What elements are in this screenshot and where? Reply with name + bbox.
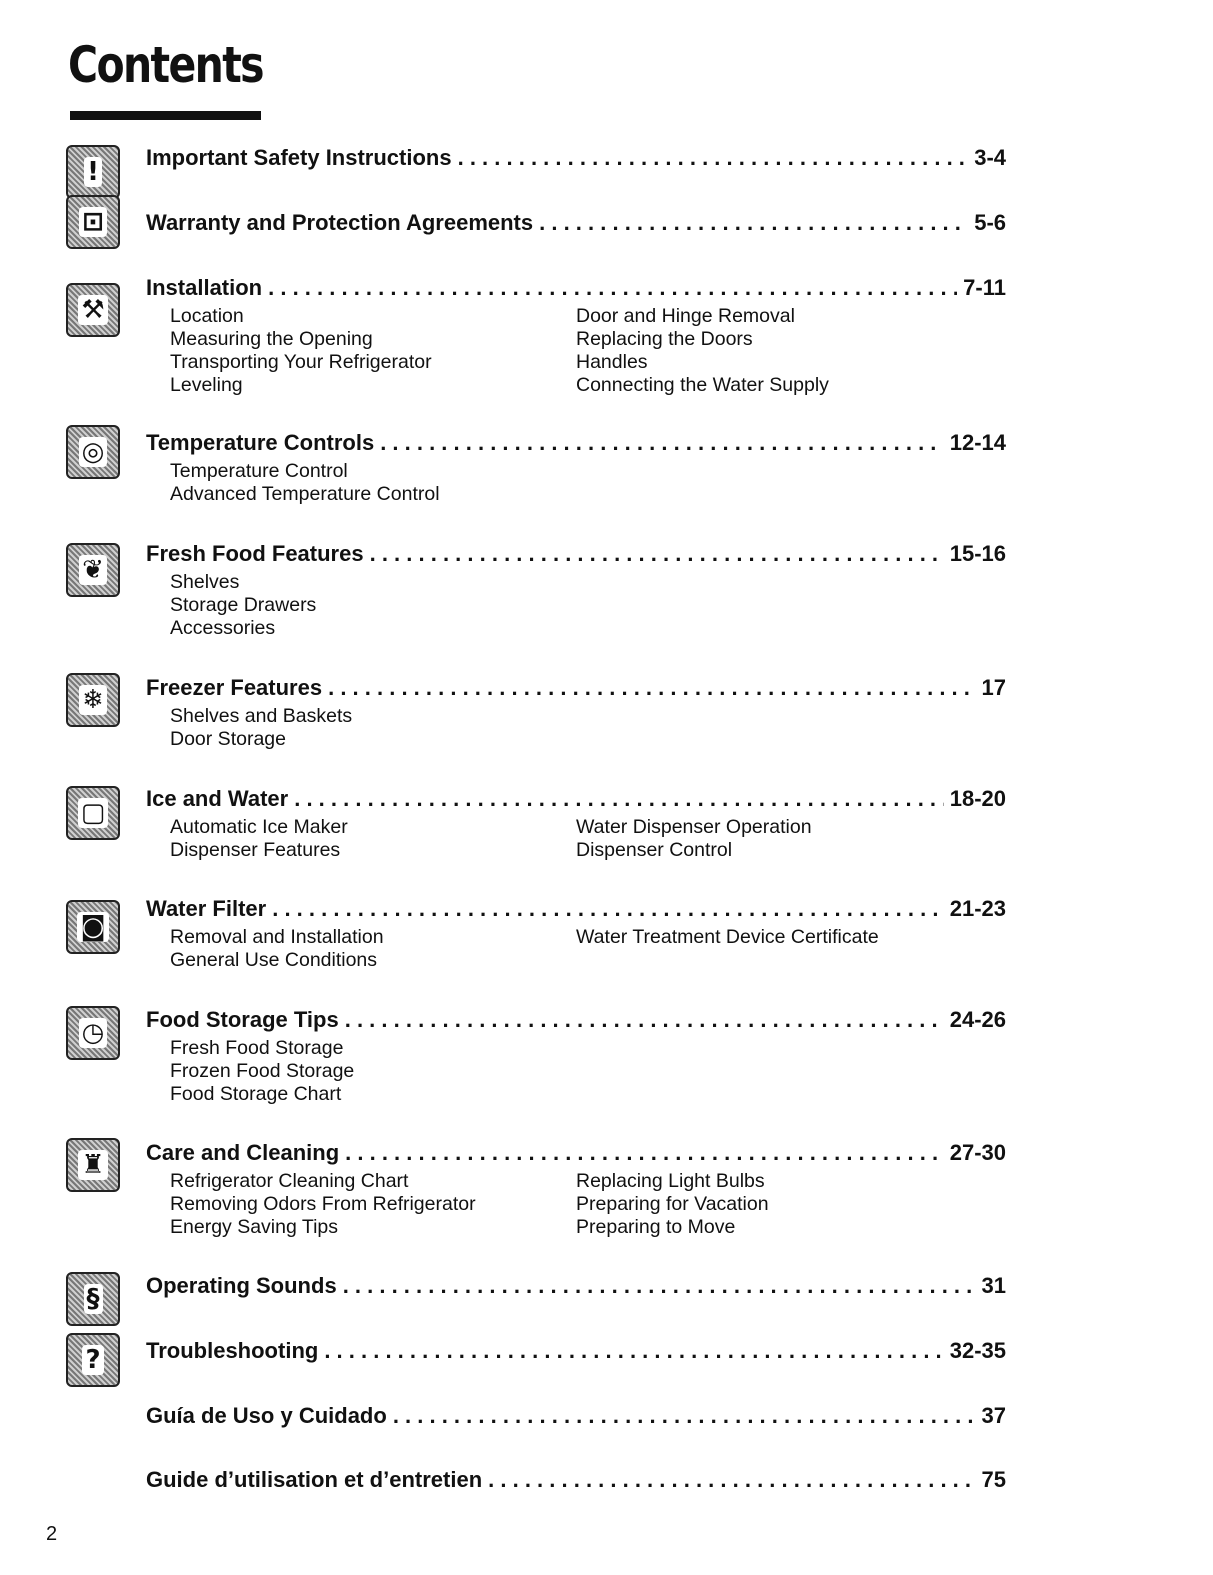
page-range: 75: [981, 1467, 1006, 1492]
section-title: Guía de Uso y Cuidado: [146, 1403, 387, 1428]
dot-leader: [488, 1467, 975, 1493]
toc-heading[interactable]: [146, 541, 1006, 571]
subtopic-list: [170, 1037, 1010, 1106]
subtopic-item: Measuring the Opening: [170, 328, 373, 350]
toolbox-icon-glyph: ⊡: [79, 207, 107, 237]
subtopic-item: Water Dispenser Operation: [576, 816, 812, 838]
subtopic-item: Removing Odors From Refrigerator: [170, 1193, 476, 1215]
dot-leader: [328, 675, 975, 701]
subtopic-row: [170, 839, 1010, 862]
subtopic-row: [170, 617, 1010, 640]
dot-leader: [458, 145, 969, 171]
subtopic-item: General Use Conditions: [170, 949, 378, 971]
subtopic-row: [170, 1060, 1010, 1083]
toc-heading[interactable]: [146, 1273, 1006, 1303]
page-range: 31: [981, 1273, 1006, 1298]
section-title: Installation: [146, 275, 263, 300]
dot-leader: [268, 275, 957, 301]
freezer-icon: [66, 673, 120, 727]
toc-heading[interactable]: [146, 1403, 1006, 1433]
dot-leader: [539, 210, 968, 236]
section-title: Guide d’utilisation et d’entretien: [146, 1467, 483, 1492]
subtopic-item: Accessories: [170, 617, 276, 639]
subtopic-item: Fresh Food Storage: [170, 1037, 344, 1059]
toc-heading[interactable]: [146, 1338, 1006, 1368]
subtopic-item: Transporting Your Refrigerator: [170, 351, 432, 373]
subtopic-list: [170, 305, 1010, 397]
thermometer-gauge-icon: [66, 1006, 120, 1060]
subtopic-row: [170, 328, 1010, 351]
subtopic-list: [170, 816, 1010, 862]
subtopic-item: Leveling: [170, 374, 243, 396]
dot-leader: [294, 786, 943, 812]
subtopic-row: [170, 705, 1010, 728]
subtopic-item: Shelves and Baskets: [170, 705, 353, 727]
section-title: Troubleshooting: [146, 1338, 319, 1363]
spray-bottle-icon: [66, 1138, 120, 1192]
question-icon-glyph: ?: [82, 1345, 103, 1375]
subtopic-item: Storage Drawers: [170, 594, 317, 616]
thermometer-gauge-icon-glyph: ◷: [79, 1018, 108, 1048]
subtopic-row: [170, 374, 1010, 397]
section-title: Warranty and Protection Agreements: [146, 210, 534, 235]
toc-heading[interactable]: [146, 210, 1006, 240]
toc-heading[interactable]: [146, 675, 1006, 705]
toolbox-icon: [66, 195, 120, 249]
page-number: 2: [46, 1523, 58, 1545]
section-title: Ice and Water: [146, 786, 289, 811]
subtopic-list: [170, 1170, 1010, 1239]
warning-icon-glyph: !: [84, 157, 102, 187]
section-title: Care and Cleaning: [146, 1140, 340, 1165]
fresh-food-icon-glyph: ❦: [79, 555, 107, 585]
warning-icon: [66, 145, 120, 199]
subtopic-item: Preparing for Vacation: [576, 1193, 769, 1215]
toc-heading[interactable]: [146, 430, 1006, 460]
subtopic-row: [170, 1216, 1010, 1239]
dot-leader: [345, 1140, 944, 1166]
dot-leader: [345, 1007, 944, 1033]
section-title: Freezer Features: [146, 675, 323, 700]
fresh-food-icon: [66, 543, 120, 597]
subtopic-item: Dispenser Features: [170, 839, 341, 861]
question-icon: [66, 1333, 120, 1387]
subtopic-item: Removal and Installation: [170, 926, 384, 948]
toc-heading[interactable]: [146, 1140, 1006, 1170]
toc-heading[interactable]: [146, 1007, 1006, 1037]
subtopic-row: [170, 926, 1010, 949]
dial-icon: [66, 425, 120, 479]
dot-leader: [370, 541, 944, 567]
subtopic-row: [170, 1083, 1010, 1106]
subtopic-item: Replacing the Doors: [576, 328, 753, 350]
page-range: 32-35: [949, 1338, 1006, 1363]
section-title: Important Safety Instructions: [146, 145, 452, 170]
subtopic-list: [170, 926, 1010, 972]
dot-leader: [324, 1338, 943, 1364]
page-range: 15-16: [949, 541, 1006, 566]
subtopic-item: Automatic Ice Maker: [170, 816, 348, 838]
subtopic-row: [170, 1193, 1010, 1216]
subtopic-item: Handles: [576, 351, 648, 373]
toc-heading[interactable]: [146, 1467, 1006, 1497]
page-range: 12-14: [949, 430, 1006, 455]
water-filter-icon: [66, 900, 120, 954]
toc-heading[interactable]: [146, 786, 1006, 816]
page-range: 21-23: [949, 896, 1006, 921]
section-title: Food Storage Tips: [146, 1007, 339, 1032]
page-range: 18-20: [949, 786, 1006, 811]
section-title: Operating Sounds: [146, 1273, 337, 1298]
subtopic-item: Preparing to Move: [576, 1216, 736, 1238]
ice-bucket-icon-glyph: ▢: [78, 798, 109, 828]
subtopic-row: [170, 483, 1010, 506]
page-range: 37: [981, 1403, 1006, 1428]
dot-leader: [380, 430, 944, 456]
subtopic-row: [170, 305, 1010, 328]
page-range: 24-26: [949, 1007, 1006, 1032]
subtopic-row: [170, 351, 1010, 374]
subtopic-item: Energy Saving Tips: [170, 1216, 339, 1238]
subtopic-item: Location: [170, 305, 244, 327]
subtopic-item: Frozen Food Storage: [170, 1060, 355, 1082]
sound-icon: [66, 1272, 120, 1326]
subtopic-item: Refrigerator Cleaning Chart: [170, 1170, 409, 1192]
dot-leader: [272, 896, 944, 922]
page-range: 17: [981, 675, 1006, 700]
freezer-icon-glyph: ❄: [79, 685, 107, 715]
subtopic-item: Dispenser Control: [576, 839, 733, 861]
subtopic-item: Water Treatment Device Certificate: [576, 926, 879, 948]
subtopic-row: [170, 1037, 1010, 1060]
subtopic-item: Connecting the Water Supply: [576, 374, 829, 396]
subtopic-item: Door and Hinge Removal: [576, 305, 795, 327]
section-title: Water Filter: [146, 896, 267, 921]
toc-heading[interactable]: [146, 275, 1006, 305]
subtopic-row: [170, 816, 1010, 839]
subtopic-item: Replacing Light Bulbs: [576, 1170, 765, 1192]
spray-bottle-icon-glyph: ♜: [78, 1150, 107, 1180]
hammer-icon-glyph: ⚒: [78, 295, 107, 325]
toc-heading[interactable]: [146, 896, 1006, 926]
subtopic-row: [170, 1170, 1010, 1193]
page-range: 7-11: [963, 275, 1006, 300]
sound-icon-glyph: §: [84, 1284, 103, 1314]
subtopic-list: [170, 460, 1010, 506]
title-underline: [70, 111, 261, 120]
section-title: Fresh Food Features: [146, 541, 364, 566]
dial-icon-glyph: ◎: [79, 437, 108, 467]
toc-heading[interactable]: [146, 145, 1006, 175]
section-title: Temperature Controls: [146, 430, 375, 455]
subtopic-item: Advanced Temperature Control: [170, 483, 440, 505]
subtopic-item: Door Storage: [170, 728, 286, 750]
water-filter-icon-glyph: ◙: [77, 912, 108, 942]
hammer-icon: [66, 283, 120, 337]
subtopic-row: [170, 728, 1010, 751]
dot-leader: [393, 1403, 976, 1429]
subtopic-row: [170, 571, 1010, 594]
subtopic-row: [170, 594, 1010, 617]
page-range: 5-6: [974, 210, 1006, 235]
dot-leader: [343, 1273, 976, 1299]
subtopic-item: Temperature Control: [170, 460, 348, 482]
subtopic-item: Shelves: [170, 571, 240, 593]
subtopic-list: [170, 705, 1010, 751]
subtopic-row: [170, 460, 1010, 483]
subtopic-item: Food Storage Chart: [170, 1083, 342, 1105]
ice-bucket-icon: [66, 786, 120, 840]
subtopic-row: [170, 949, 1010, 972]
page-range: 27-30: [949, 1140, 1006, 1165]
page-title: Contents: [68, 36, 263, 94]
subtopic-list: [170, 571, 1010, 640]
page-range: 3-4: [974, 145, 1006, 170]
